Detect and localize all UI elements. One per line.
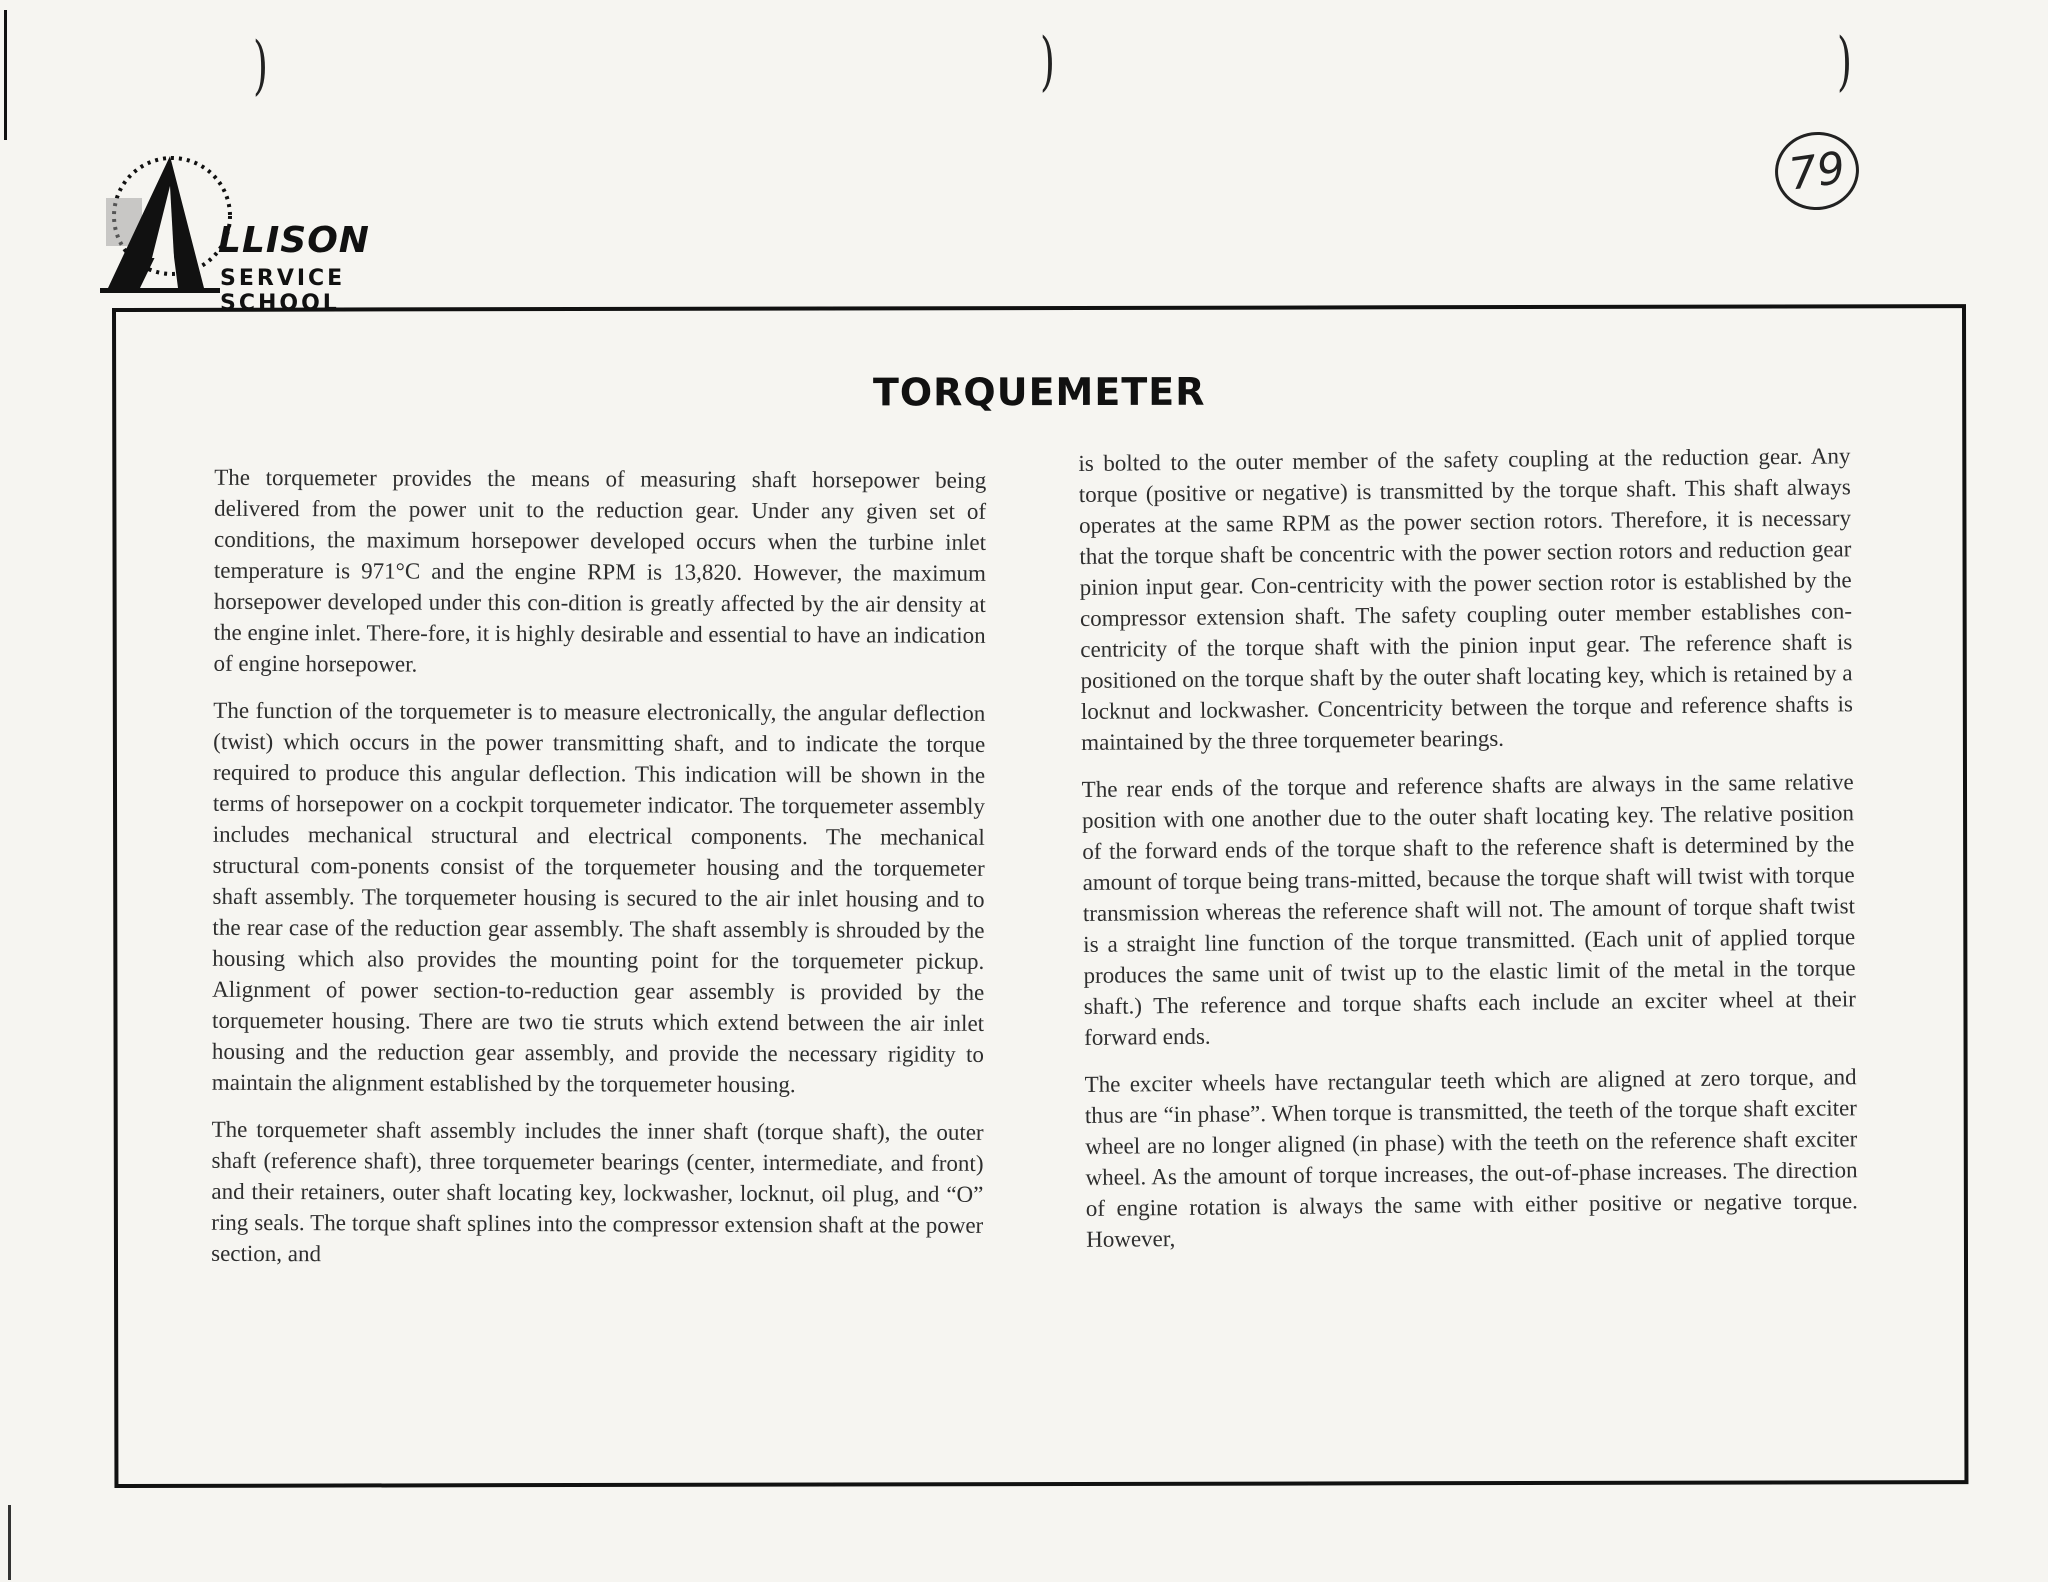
paragraph: The torquemeter provides the means of measuring shaft horsepower being delivered from the power unit to the reduction gear. Under any given set of conditions, the maximum horsepower developed occurs when the turbine inlet temperature is 971°C and the engine RPM is 13,820. However, the maximum horsepower developed under this con-dition is greatly affected by the air density at the engine inlet. There-fore, it is highly desirable and essential to have an indication of engine horsepower. [213,464,987,677]
logo-subtitle: SERVICE SCHOOL [220,266,346,316]
logo-name: LLISON [218,220,370,261]
allison-logo [100,138,470,316]
binder-hole-mark-left: ) [252,29,268,103]
page-title: TORQUEMETER [872,369,1206,415]
document-frame [112,304,1968,1488]
scan-edge-mark [4,10,7,140]
paragraph: The rear ends of the torque and reference shafts are always in the same relative position with one another due to the outer shaft locating key. The relative position of the forward ends of the torque shaft to the reference shaft is determined by the amount of torque being trans-mitted, because the torque shaft will twist with torque transmission whereas the reference shaft will not. The amount of torque shaft twist is a straight line function of the torque transmitted. (Each unit of applied torque produces the same unit of twist up to the elastic limit of the metal in the torque shaft.) The reference and torque shafts each include an exciter wheel at their forward ends. [1081,769,1856,1050]
paragraph: is bolted to the outer member of the safety coupling at the reduction gear. Any torque (positive or negative) is transmitted by the torque shaft. This shaft always operates at the same RPM as the power section rotors. Therefore, it is necessary that the torque shaft be concentric with the power section rotors and reduction gear pinion input gear. Con-centricity with the power section rotor is established by the compressor extension shaft. The safety coupling outer member establishes con-centricity of the torque shaft with the pinion input gear. The reference shaft is positioned on the torque shaft by the outer shaft locating key, which is retained by a locknut and lockwasher. Concentricity between the torque and reference shafts is maintained by the three torquemeter bearings. [1078,443,1854,755]
text-column-left [211,462,986,1288]
scan-edge-mark-bottom [8,1505,11,1580]
binder-hole-mark-center: ) [1039,25,1055,99]
paragraph: The exciter wheels have rectangular teeth which are aligned at zero torque, and thus are “in phase”. When torque is transmitted, the teeth of the torque shaft exciter wheel are no longer aligned (in phase) with the teeth on the reference shaft exciter wheel. As the amount of torque increases, the out-of-phase increases. The direction of engine rotation is always the same with either positive or negative torque. However, [1084,1064,1858,1252]
page-number-text: 79 [1785,141,1849,201]
page-number [1770,127,1864,216]
paragraph: The torquemeter shaft assembly includes the inner shaft (torque shaft), the outer shaft (reference shaft), three torquemeter bearings (center, intermediate, and front) and their retainers, outer shaft locating key, lockwasher, locknut, oil plug, and “O” ring seals. The torque shaft splines into the compressor extension shaft at the power section, and [211,1116,984,1267]
paragraph: The function of the torquemeter is to measure electronically, the angular deflection (twist) which occurs in the power transmitting shaft, and to indicate the torque required to produce this angular deflection. This indication will be shown in the terms of horsepower on a cockpit torquemeter indicator. The torquemeter assembly includes mechanical structural and electrical components. The mechanical structural com-ponents consist of the torquemeter housing and the torquemeter shaft assembly. The torquemeter housing is secured to the air inlet housing and to the rear case of the reduction gear assembly. The shaft assembly is shrouded by the housing which also provides the mounting point for the torquemeter pickup. Alignment of power section-to-reduction gear assembly is provided by the torquemeter housing. There are two tie struts which extend between the air inlet housing and the reduction gear assembly, and provide the necessary rigidity to maintain the alignment established by the torquemeter housing. [211,697,986,1098]
binder-hole-mark-right: ) [1836,25,1852,99]
text-column-right [1078,440,1858,1271]
